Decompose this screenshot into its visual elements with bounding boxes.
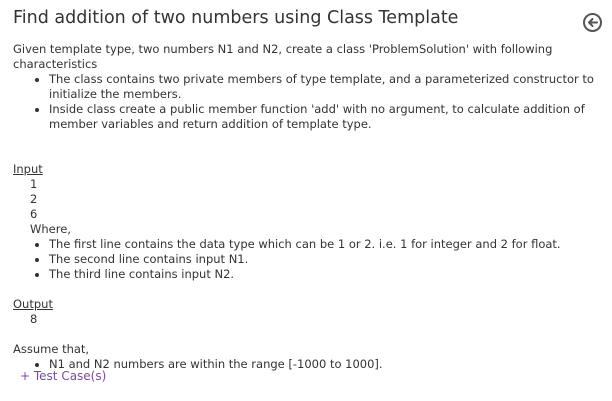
characteristics-list xyxy=(13,72,598,132)
output-label: Output xyxy=(13,297,53,311)
problem-description xyxy=(13,42,598,372)
back-arrow-circle-icon xyxy=(586,16,599,29)
assumptions-label: Assume that, xyxy=(13,342,90,356)
list-item: • The first line contains the data type which can be 1 or 2. i.e. 1 for integer and 2 for float. xyxy=(49,237,598,252)
input-label: Input xyxy=(13,162,43,176)
list-item: • Inside class create a public member function 'add' with no argument, to calculate addition of member variables and return addition of template type. xyxy=(49,102,598,132)
input-line: 2 xyxy=(30,192,38,206)
output-section xyxy=(13,297,598,327)
back-button[interactable] xyxy=(583,13,602,32)
where-label: Where, xyxy=(30,222,71,236)
page-title: Find addition of two numbers using Class Template xyxy=(13,8,459,28)
list-item: • The third line contains input N2. xyxy=(49,267,598,282)
list-item: • The class contains two private members of type template, and a parameterized constructor to initialize the members. xyxy=(49,72,598,102)
assumptions-section xyxy=(13,342,598,372)
output-line: 8 xyxy=(30,312,38,326)
input-line: 6 xyxy=(30,207,38,221)
list-item: • N1 and N2 numbers are within the range [-1000 to 1000]. xyxy=(49,357,598,372)
input-section xyxy=(13,162,598,282)
input-explanations-list xyxy=(13,237,598,282)
list-item: • The second line contains input N1. xyxy=(49,252,598,267)
input-line: 1 xyxy=(30,177,38,191)
test-cases-link[interactable]: + Test Case(s) xyxy=(20,369,107,383)
intro-text: Given template type, two numbers N1 and N2, create a class 'ProblemSolution' with following characteristics xyxy=(13,42,553,71)
